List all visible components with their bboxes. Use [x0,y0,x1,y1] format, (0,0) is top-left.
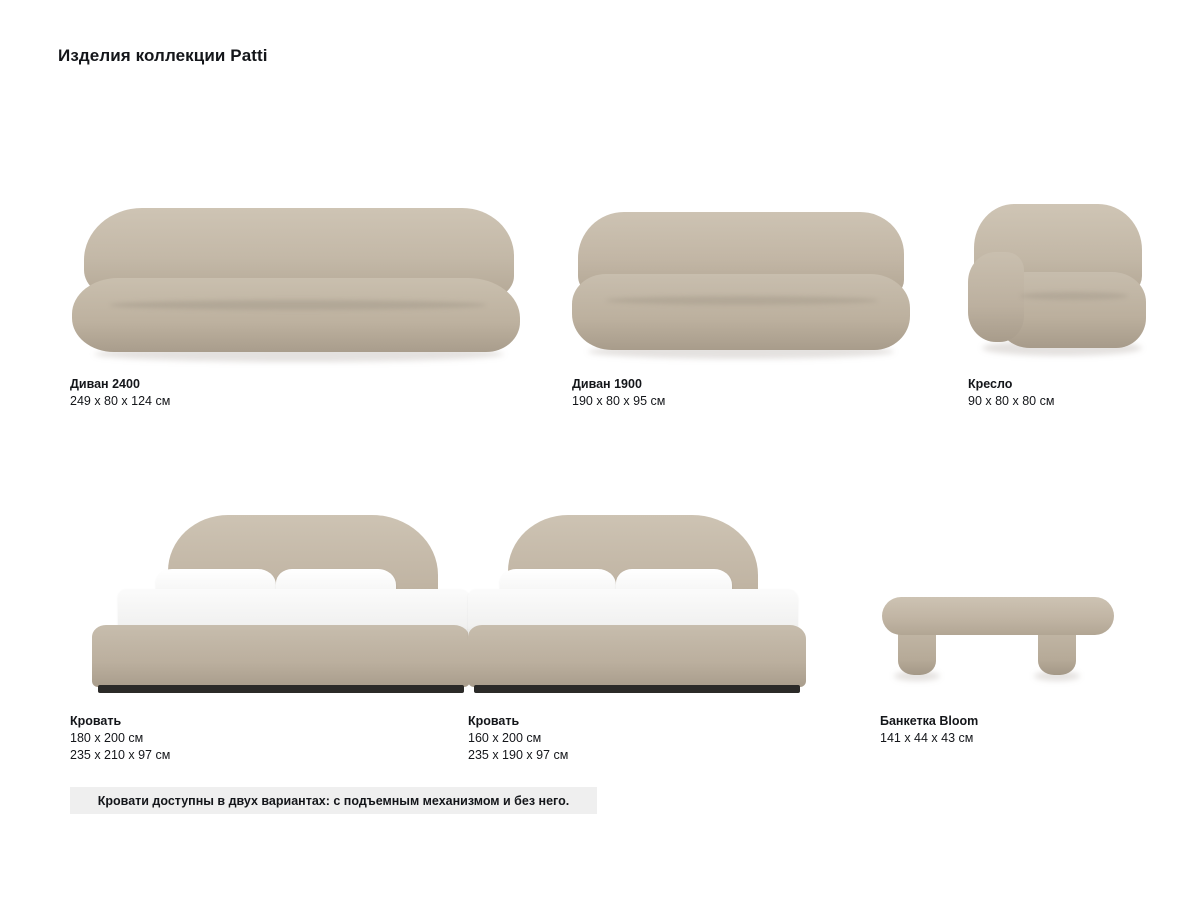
sofa-2400-illustration [70,196,520,368]
bench-dimensions: 141 x 44 x 43 см [880,731,974,745]
bench-name: Банкетка Bloom [880,714,979,728]
product-sofa-2400 [70,196,520,410]
product-bed-180 [70,505,470,764]
bed-160-size: 160 x 200 см [468,731,542,745]
sofa-2400-seam [110,300,486,310]
sofa-1900-illustration [572,196,912,368]
bed-180-dimensions: 235 x 210 x 97 см [70,748,171,762]
bed-160-dimensions: 235 x 190 x 97 см [468,748,569,762]
bed-180-illustration [70,505,470,703]
bed-180-size: 180 x 200 см [70,731,144,745]
armchair-name: Кресло [968,377,1013,391]
armchair-armrest [968,252,1024,342]
bed-160-illustration [468,505,813,703]
bed-180-plinth [98,685,464,693]
armchair-seam [1020,292,1128,300]
sofa-1900-seat [572,274,910,350]
armchair-caption [968,376,1148,410]
bed-160-name: Кровать [468,714,520,728]
bench-illustration [880,505,1115,703]
bed-160-caption [468,713,813,764]
bed-availability-note: Кровати доступны в двух вариантах: с подъемным механизмом и без него. [70,787,597,814]
page-title: Изделия коллекции Patti [58,46,268,65]
bed-160-base [468,625,806,687]
product-bed-160 [468,505,813,764]
product-bench-bloom [880,505,1115,747]
sofa-1900-name: Диван 1900 [572,377,642,391]
armchair-dimensions: 90 x 80 x 80 см [968,394,1055,408]
bed-180-caption [70,713,470,764]
product-armchair [968,196,1148,410]
sofa-2400-name: Диван 2400 [70,377,140,391]
sofa-1900-dimensions: 190 x 80 x 95 см [572,394,666,408]
bed-180-name: Кровать [70,714,122,728]
sofa-2400-seat [72,278,520,352]
sofa-2400-caption [70,376,520,410]
sofa-1900-seam [606,296,878,305]
product-sofa-1900 [572,196,912,410]
bed-180-base [92,625,470,687]
bench-caption [880,713,1115,747]
sofa-1900-caption [572,376,912,410]
bed-160-plinth [474,685,800,693]
sofa-2400-dimensions: 249 x 80 x 124 см [70,394,171,408]
bench-seat [882,597,1114,635]
armchair-illustration [968,196,1148,368]
